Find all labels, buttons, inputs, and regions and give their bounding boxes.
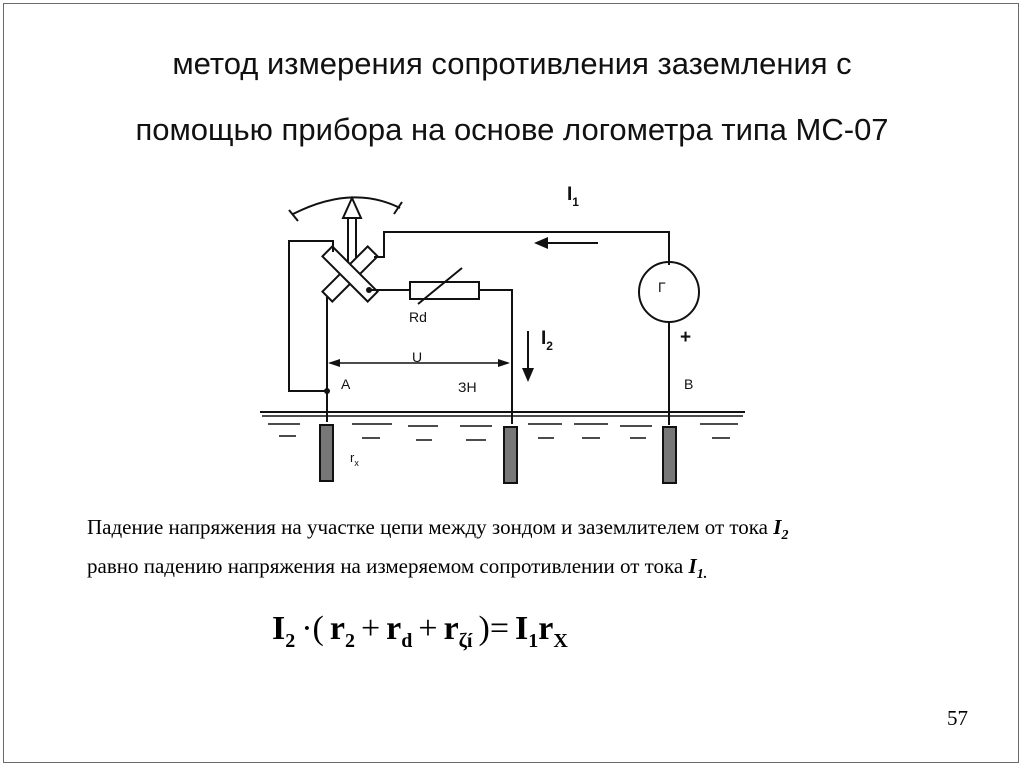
label-a: А [341, 376, 351, 392]
pointer-arrow [343, 198, 361, 218]
label-i1: $I_1$ [567, 184, 579, 209]
explanation-line1-sub: 2 [781, 528, 789, 544]
dimension-u-right-head [498, 359, 510, 367]
explanation-line1-text: Падение напряжения на участке цепи между зондом и заземлителем от тока [87, 515, 774, 539]
label-i2: $I_2$ [541, 328, 553, 353]
slide-title-line2: помощью прибора на основе логометра типа МС-07 [135, 112, 889, 147]
formula: $I_2$ ·( $r_2 + r_d + r_{\zeta í}$ )= $I_1r_X$ [272, 610, 568, 652]
explanation-line2-italic: I [688, 554, 697, 579]
wire-top-to-generator [374, 232, 669, 265]
label-b: В [684, 376, 694, 392]
label-plus: + [680, 327, 692, 348]
dial-tick-right [394, 202, 402, 214]
arrow-i2-head [522, 368, 534, 382]
page-number: 57 [947, 706, 968, 730]
explanation-line1-italic: I [773, 515, 782, 539]
junction-dot-coil [366, 287, 372, 293]
explanation-line2-sub: 1. [696, 567, 708, 583]
slide-title-line1: метод измерения сопротивления заземления с [172, 46, 852, 81]
label-rx: $r_x$ [350, 450, 359, 468]
label-generator: Г [658, 279, 666, 295]
label-zn: ЗН [458, 379, 477, 395]
dimension-u-left-head [328, 359, 340, 367]
resistor-rd [410, 282, 479, 299]
electrode-probe [504, 427, 517, 483]
arrow-i1-head [534, 237, 548, 249]
label-rd: Rd [409, 309, 427, 325]
electrode-b [663, 427, 676, 483]
label-u: U [412, 349, 423, 365]
wire-resistor-to-probe [479, 290, 512, 424]
junction-dot-a [324, 388, 330, 394]
electrode-a [320, 425, 333, 481]
explanation-paragraph [87, 512, 1017, 590]
generator-symbol [639, 262, 699, 322]
explanation-line2-text: равно падению напряжения на измеряемом сопротивлении от тока [87, 554, 689, 579]
